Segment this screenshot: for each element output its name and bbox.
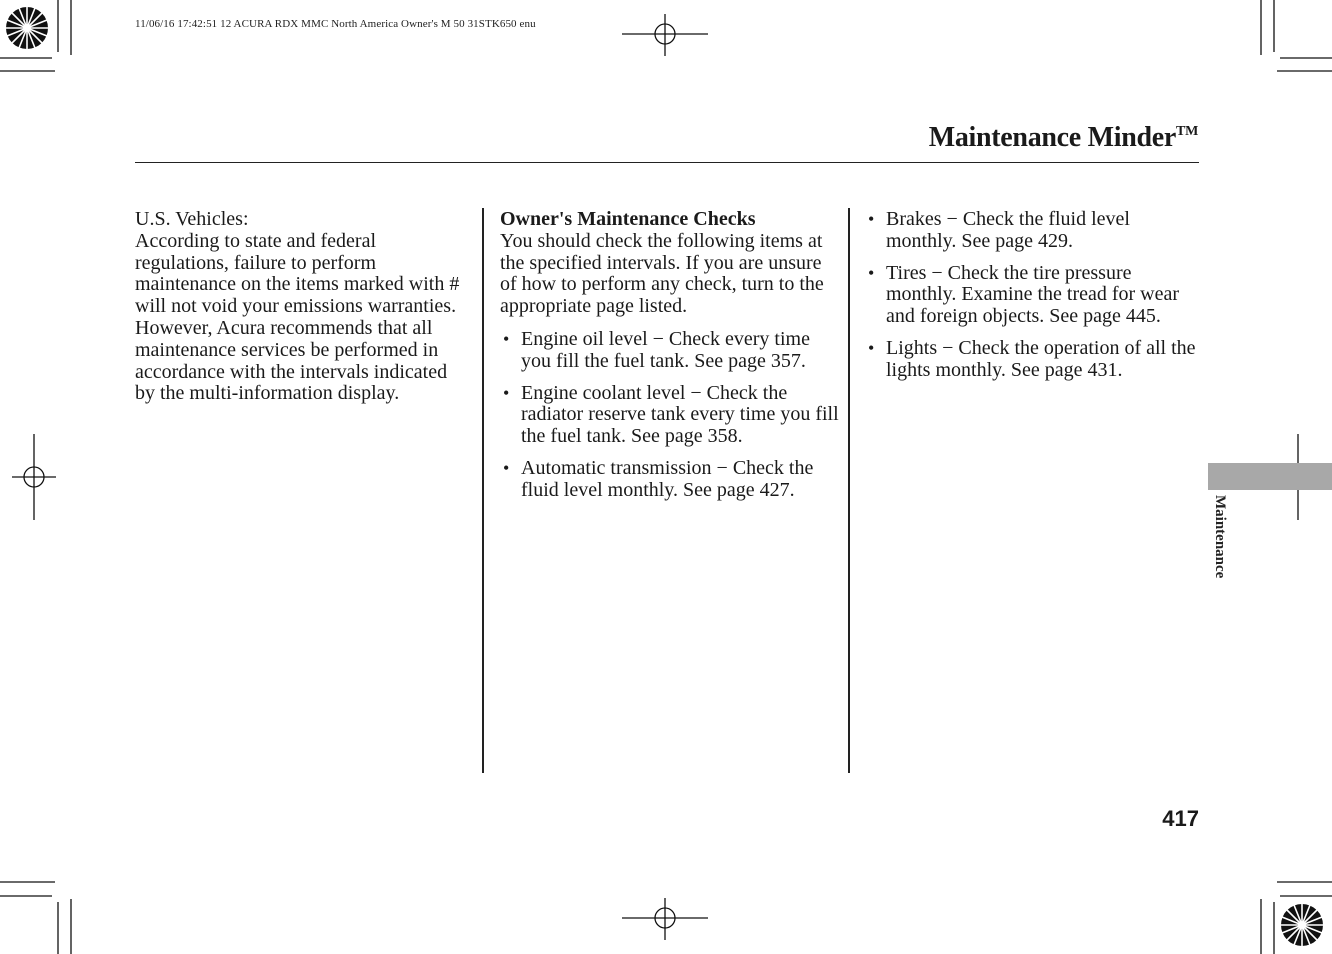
- list-item: [500, 383, 840, 448]
- bullet: •: [868, 209, 875, 229]
- trademark-symbol: TM: [1176, 124, 1198, 139]
- list-item: [865, 338, 1200, 382]
- owner-checks-heading: Owner's Maintenance Checks: [500, 208, 756, 230]
- section-tab: [1208, 463, 1332, 490]
- bullet: •: [503, 457, 510, 478]
- list-item-text: Brakes − Check the fluid level monthly. See page 429.: [886, 208, 1130, 252]
- list-item: [865, 209, 1200, 253]
- print-info-line: 11/06/16 17:42:51 12 ACURA RDX MMC North America Owner's M 50 31STK650 enu: [135, 18, 536, 30]
- column-divider-right: [848, 208, 850, 773]
- list-item: [865, 263, 1200, 328]
- page-title-text: Maintenance Minder: [928, 122, 1177, 153]
- column-owner-checks: [500, 209, 840, 512]
- more-checks-list: [865, 209, 1200, 382]
- list-item-text: Tires − Check the tire pressure monthly. Examine the tread for wear and foreign objects. See page 445.: [886, 261, 1180, 328]
- us-vehicles-label: U.S. Vehicles:: [135, 208, 249, 230]
- column-divider-left: [482, 208, 484, 773]
- column-more-checks: [865, 209, 1200, 392]
- page-title: [929, 122, 1198, 154]
- page-number: 417: [1162, 806, 1199, 831]
- list-item-text: Automatic transmission − Check the fluid level monthly. See page 427.: [521, 456, 814, 501]
- list-item: [500, 458, 840, 502]
- section-tab-label: Maintenance: [1212, 495, 1228, 579]
- owner-checks-list: [500, 329, 840, 502]
- list-item-text: Engine coolant level − Check the radiator reserve tank every time you fill the fuel tank. See page 358.: [521, 381, 839, 448]
- list-item: [500, 329, 840, 373]
- column-us-vehicles: [135, 209, 470, 405]
- us-vehicles-text: According to state and federal regulations, failure to perform maintenance on the items marked with # will not void your emissions warranties. However, Acura recommends that all maintenance services be performed in accordance with the intervals indicated by the multi-information display.: [135, 229, 460, 405]
- list-item-text: Lights − Check the operation of all the lights monthly. See page 431.: [886, 336, 1196, 381]
- owner-checks-intro: You should check the following items at the specified intervals. If you are unsure of how to perform any check, turn to the appropriate page listed.: [500, 229, 824, 318]
- bullet: •: [868, 262, 875, 283]
- bullet: •: [503, 328, 510, 349]
- bullet: •: [503, 382, 510, 403]
- title-rule: [135, 162, 1199, 163]
- bullet: •: [868, 337, 875, 358]
- list-item-text: Engine oil level − Check every time you fill the fuel tank. See page 357.: [521, 327, 810, 372]
